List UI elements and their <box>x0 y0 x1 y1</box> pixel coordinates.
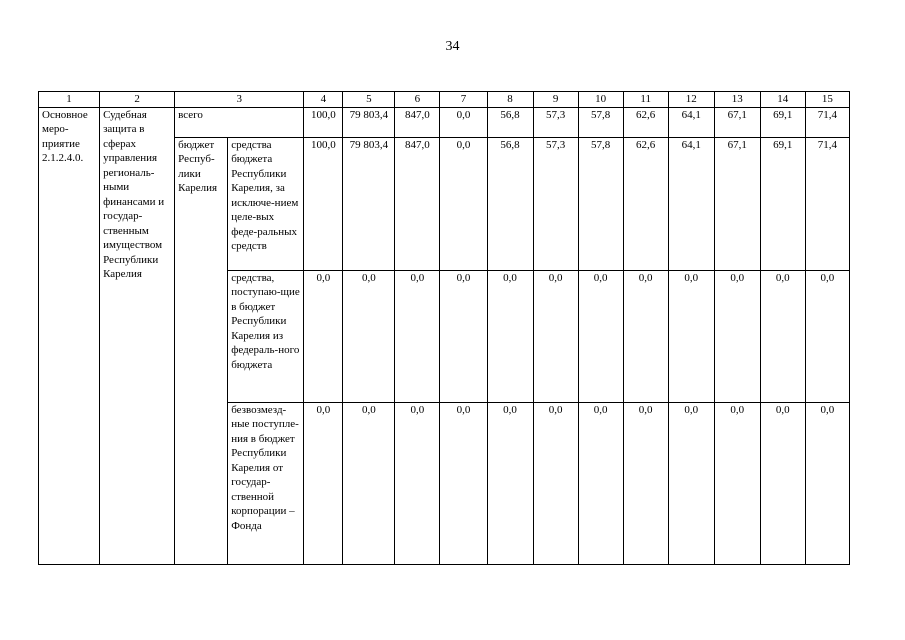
value-cell: 57,8 <box>578 137 623 270</box>
header-cell: 2 <box>100 92 175 108</box>
value-cell: 57,8 <box>578 107 623 137</box>
value-cell: 0,0 <box>623 270 668 402</box>
value-cell: 0,0 <box>714 402 760 564</box>
value-cell: 0,0 <box>760 270 805 402</box>
value-cell: 79 803,4 <box>343 107 395 137</box>
value-cell: 0,0 <box>304 270 343 402</box>
value-cell: 0,0 <box>578 402 623 564</box>
value-cell: 0,0 <box>805 270 849 402</box>
header-cell: 10 <box>578 92 623 108</box>
value-cell: 0,0 <box>714 270 760 402</box>
value-cell: 0,0 <box>533 270 578 402</box>
budget-table <box>38 91 850 565</box>
value-cell: 71,4 <box>805 137 849 270</box>
value-cell: 56,8 <box>487 107 533 137</box>
value-cell: 0,0 <box>343 270 395 402</box>
value-cell: 100,0 <box>304 137 343 270</box>
header-cell: 8 <box>487 92 533 108</box>
value-cell: 0,0 <box>440 107 487 137</box>
header-cell: 5 <box>343 92 395 108</box>
measure-title-cell: Судебная защита в сферах управления региональ-ными финансами и государ-ственным имуществом Республики Карелия <box>100 107 175 564</box>
value-cell: 0,0 <box>395 402 440 564</box>
value-cell: 0,0 <box>487 402 533 564</box>
value-cell: 62,6 <box>623 137 668 270</box>
value-cell: 0,0 <box>343 402 395 564</box>
measure-name-cell: Основное меро-приятие 2.1.2.4.0. <box>39 107 100 564</box>
value-cell: 0,0 <box>668 270 714 402</box>
value-cell: 64,1 <box>668 107 714 137</box>
header-cell: 4 <box>304 92 343 108</box>
header-cell: 13 <box>714 92 760 108</box>
value-cell: 0,0 <box>760 402 805 564</box>
header-cell: 1 <box>39 92 100 108</box>
header-cell: 15 <box>805 92 849 108</box>
source-label-cell: средства, поступаю-щие в бюджет Республики Карелия из федераль-ного бюджета <box>228 270 304 402</box>
value-cell: 71,4 <box>805 107 849 137</box>
header-cell: 12 <box>668 92 714 108</box>
value-cell: 847,0 <box>395 137 440 270</box>
value-cell: 0,0 <box>578 270 623 402</box>
value-cell: 0,0 <box>440 137 487 270</box>
value-cell: 64,1 <box>668 137 714 270</box>
value-cell: 0,0 <box>533 402 578 564</box>
value-cell: 69,1 <box>760 107 805 137</box>
table-header-row <box>39 92 850 108</box>
value-cell: 79 803,4 <box>343 137 395 270</box>
value-cell: 0,0 <box>805 402 849 564</box>
source-label-cell: безвозмезд-ные поступле-ния в бюджет Республики Карелия от государ-ственной корпорации – Фонда <box>228 402 304 564</box>
value-cell: 0,0 <box>304 402 343 564</box>
header-cell: 9 <box>533 92 578 108</box>
value-cell: 0,0 <box>668 402 714 564</box>
total-label-cell: всего <box>175 107 304 137</box>
value-cell: 62,6 <box>623 107 668 137</box>
value-cell: 100,0 <box>304 107 343 137</box>
value-cell: 69,1 <box>760 137 805 270</box>
value-cell: 0,0 <box>440 402 487 564</box>
value-cell: 67,1 <box>714 137 760 270</box>
value-cell: 0,0 <box>487 270 533 402</box>
header-cell: 11 <box>623 92 668 108</box>
budget-label-cell: бюджет Респуб-лики Карелия <box>175 137 228 564</box>
source-label-cell: средства бюджета Республики Карелия, за исключе-нием целе-вых феде-ральных средств <box>228 137 304 270</box>
value-cell: 847,0 <box>395 107 440 137</box>
value-cell: 67,1 <box>714 107 760 137</box>
header-cell: 3 <box>175 92 304 108</box>
value-cell: 56,8 <box>487 137 533 270</box>
value-cell: 57,3 <box>533 137 578 270</box>
header-cell: 7 <box>440 92 487 108</box>
value-cell: 0,0 <box>440 270 487 402</box>
header-cell: 6 <box>395 92 440 108</box>
value-cell: 57,3 <box>533 107 578 137</box>
value-cell: 0,0 <box>395 270 440 402</box>
value-cell: 0,0 <box>623 402 668 564</box>
table-row <box>39 107 850 137</box>
page-number: 34 <box>445 39 460 54</box>
header-cell: 14 <box>760 92 805 108</box>
